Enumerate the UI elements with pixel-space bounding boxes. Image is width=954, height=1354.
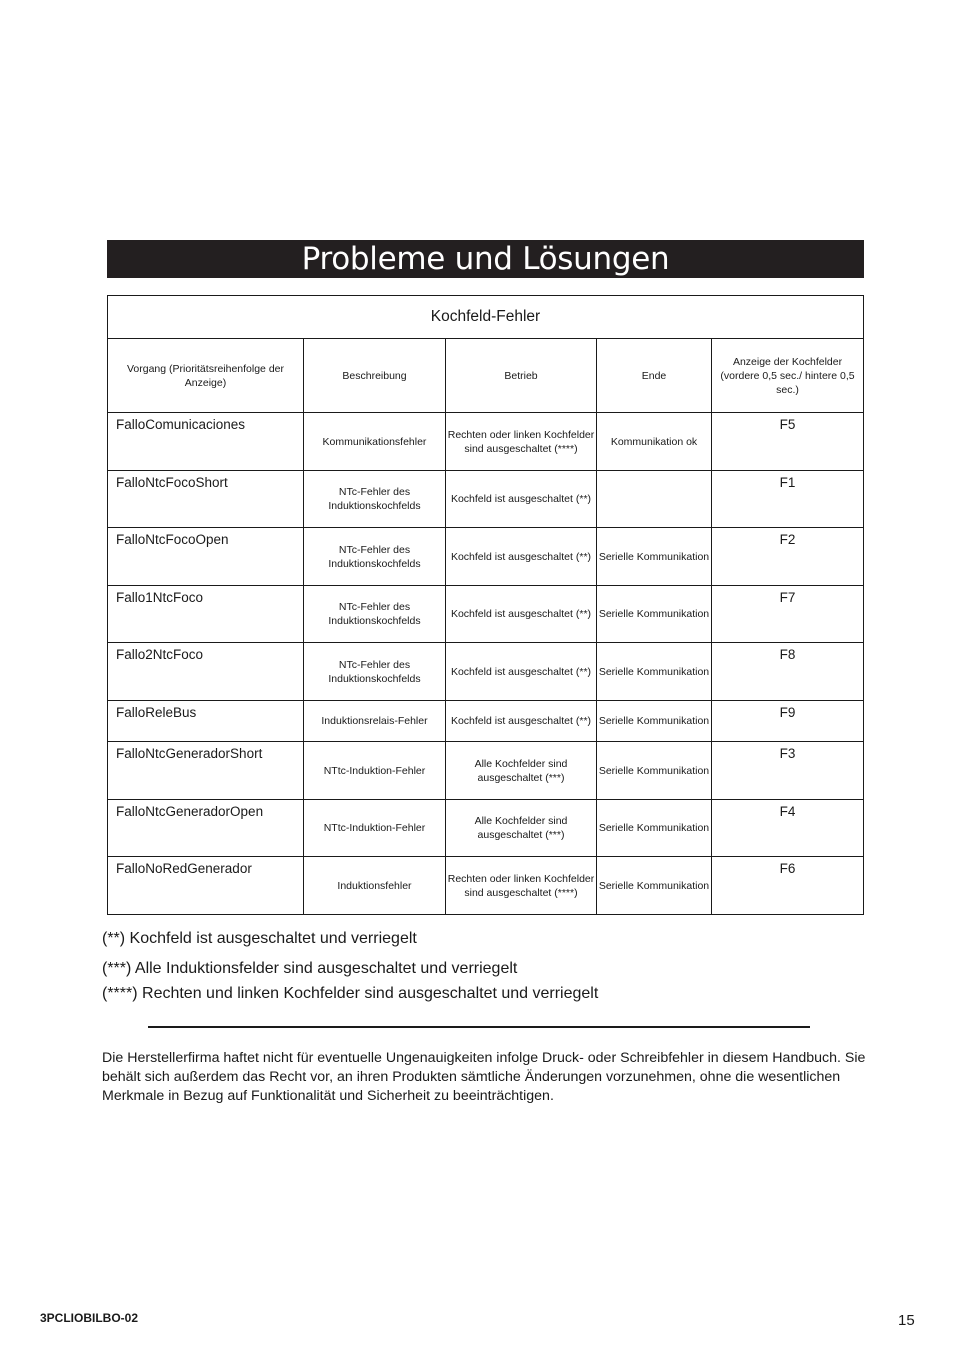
page-title: Probleme und Lösungen (107, 240, 864, 278)
cell-end: Serielle Kommunikation (597, 857, 712, 915)
cell-display: F3 (712, 742, 864, 800)
error-table (107, 295, 864, 915)
cell-end: Serielle Kommunikation (597, 528, 712, 586)
disclaimer-text: Die Herstellerfirma haftet nicht für eventuelle Ungenauigkeiten infolge Druck- oder Schreibfehler in diesem Handbuch. Sie behält sich außerdem das Recht vor, an ihren Produkten sämtliche Änderungen vorzunehmen, ohne die wesentlichen Merkmale in Bezug auf Funktionalität und Sicherheit zu beeinträchtigen. (102, 1050, 866, 1104)
cell-end: Serielle Kommunikation (597, 643, 712, 701)
cell-end: Kommunikation ok (597, 413, 712, 471)
cell-operation: Kochfeld ist ausgeschaltet (**) (446, 701, 597, 742)
cell-display: F9 (712, 701, 864, 742)
cell-description: NTtc-Induktion-Fehler (304, 742, 446, 800)
footnote: (**) Kochfeld ist ausgeschaltet und verriegelt (102, 930, 417, 947)
cell-display: F6 (712, 857, 864, 915)
cell-code: FalloComunicaciones (108, 413, 304, 471)
cell-code: FalloNtcGeneradorOpen (108, 800, 304, 857)
cell-display: F7 (712, 586, 864, 643)
cell-description: Induktionsrelais-Fehler (304, 701, 446, 742)
header-ende: Ende (597, 339, 712, 413)
cell-operation: Alle Kochfelder sind ausgeschaltet (***) (446, 742, 597, 800)
table-row (108, 586, 864, 643)
cell-description: NTc-Fehler des Induktionskochfelds (304, 471, 446, 528)
cell-code: FalloNtcFocoShort (108, 471, 304, 528)
cell-operation: Kochfeld ist ausgeschaltet (**) (446, 471, 597, 528)
cell-display: F5 (712, 413, 864, 471)
cell-code: FalloNtcGeneradorShort (108, 742, 304, 800)
cell-description: Induktionsfehler (304, 857, 446, 915)
table-row (108, 701, 864, 742)
cell-description: NTc-Fehler des Induktionskochfelds (304, 528, 446, 586)
cell-end: Serielle Kommunikation (597, 586, 712, 643)
cell-display: F4 (712, 800, 864, 857)
header-anzeige: Anzeige der Kochfelder (vordere 0,5 sec./ hintere 0,5 sec.) (712, 339, 864, 413)
cell-display: F8 (712, 643, 864, 701)
table-row (108, 742, 864, 800)
cell-description: NTtc-Induktion-Fehler (304, 800, 446, 857)
divider (148, 1026, 810, 1028)
table-row (108, 471, 864, 528)
footnotes (102, 928, 598, 1005)
cell-operation: Kochfeld ist ausgeschaltet (**) (446, 528, 597, 586)
table-caption: Kochfeld-Fehler (108, 296, 864, 339)
cell-code: FalloNoRedGenerador (108, 857, 304, 915)
cell-code: Fallo1NtcFoco (108, 586, 304, 643)
header-vorgang: Vorgang (Prioritätsreihenfolge der Anzeige) (108, 339, 304, 413)
table-row (108, 643, 864, 701)
cell-operation: Kochfeld ist ausgeschaltet (**) (446, 643, 597, 701)
document-code: 3PCLIOBILBO-02 (40, 1311, 139, 1325)
cell-display: F1 (712, 471, 864, 528)
cell-code: Fallo2NtcFoco (108, 643, 304, 701)
cell-operation: Kochfeld ist ausgeschaltet (**) (446, 586, 597, 643)
table-row (108, 413, 864, 471)
cell-code: FalloReleBus (108, 701, 304, 742)
cell-operation: Rechten oder linken Kochfelder sind ausgeschaltet (****) (446, 857, 597, 915)
cell-operation: Rechten oder linken Kochfelder sind ausgeschaltet (****) (446, 413, 597, 471)
cell-end: Serielle Kommunikation (597, 701, 712, 742)
cell-description: NTc-Fehler des Induktionskochfelds (304, 586, 446, 643)
cell-code: FalloNtcFocoOpen (108, 528, 304, 586)
footnote: (****) Rechten und linken Kochfelder sind ausgeschaltet und verriegelt (102, 985, 599, 1002)
cell-description: NTc-Fehler des Induktionskochfelds (304, 643, 446, 701)
cell-operation: Alle Kochfelder sind ausgeschaltet (***) (446, 800, 597, 857)
header-betrieb: Betrieb (446, 339, 597, 413)
cell-end (597, 471, 712, 528)
cell-end: Serielle Kommunikation (597, 800, 712, 857)
table-header-row (108, 339, 864, 413)
table-row (108, 800, 864, 857)
header-beschreibung: Beschreibung (304, 339, 446, 413)
footnote: (***) Alle Induktionsfelder sind ausgeschaltet und verriegelt (102, 960, 518, 977)
table-row (108, 857, 864, 915)
table-row (108, 528, 864, 586)
cell-description: Kommunikationsfehler (304, 413, 446, 471)
cell-display: F2 (712, 528, 864, 586)
page-number: 15 (898, 1312, 915, 1329)
cell-end: Serielle Kommunikation (597, 742, 712, 800)
